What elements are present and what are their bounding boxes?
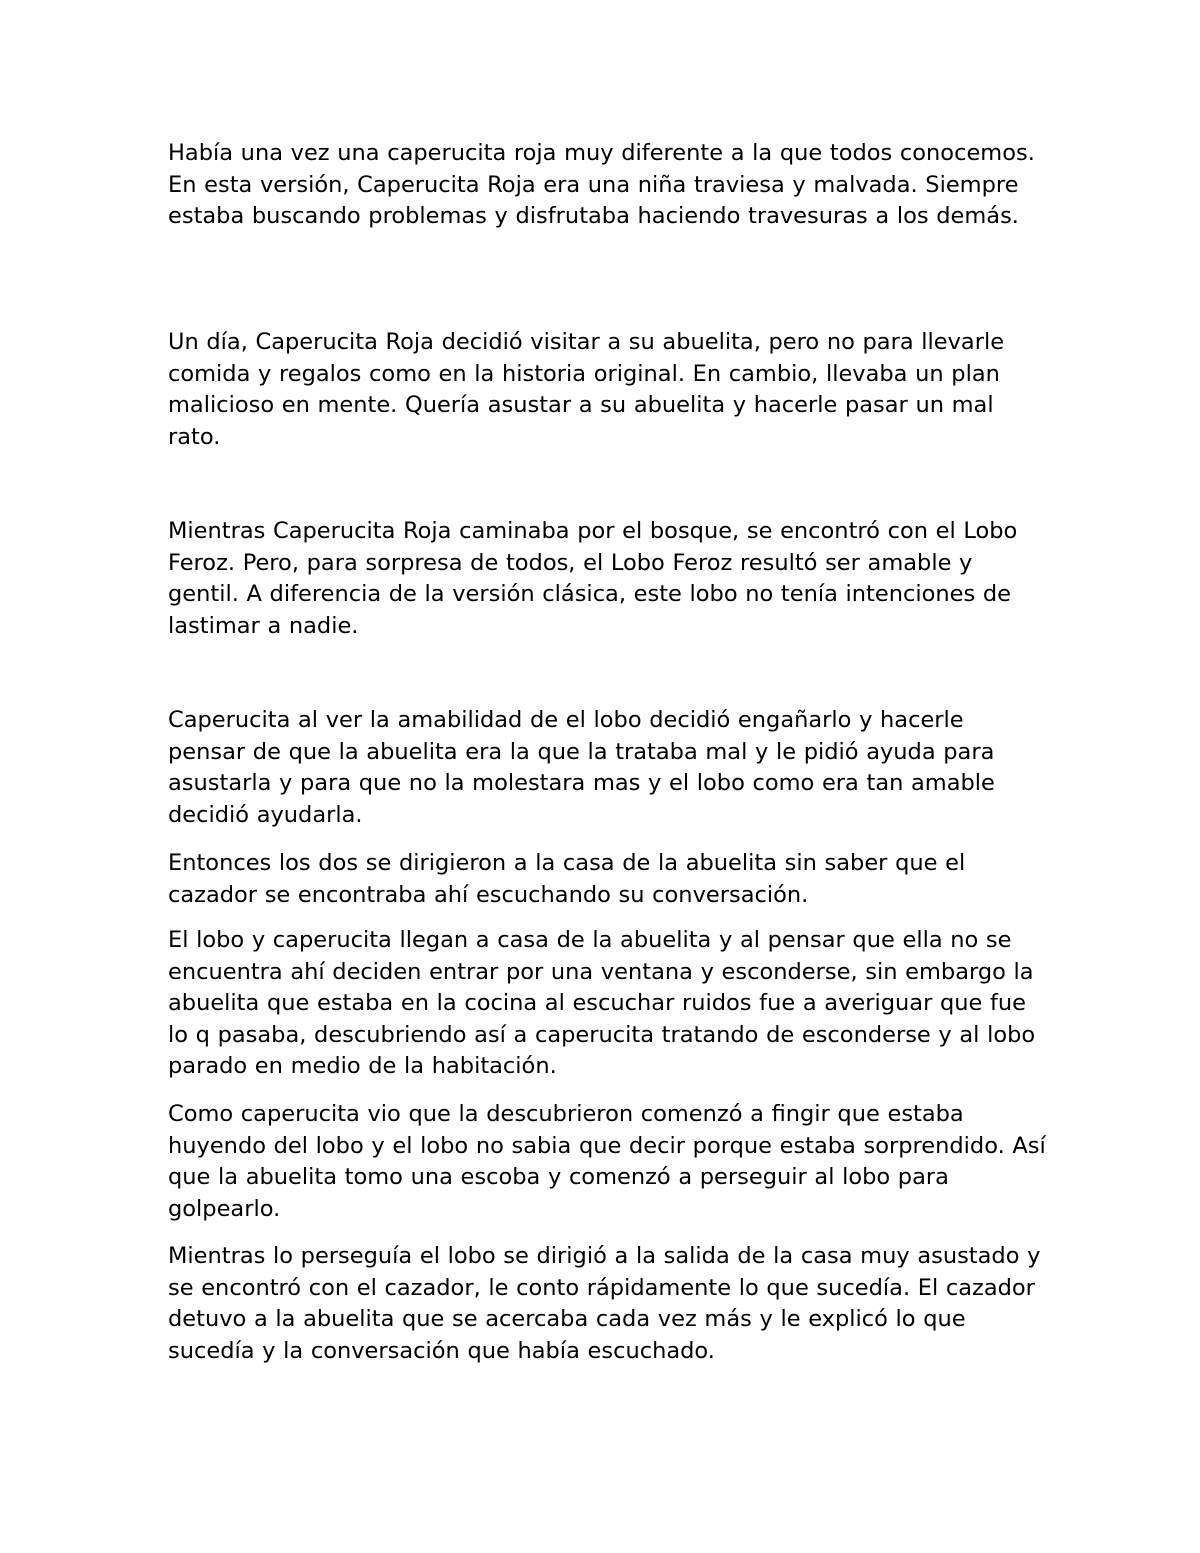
paragraph-5: Entonces los dos se dirigieron a la casa de la abuelita sin saber que el cazador se encontraba ahí escuchando su conversación. xyxy=(168,850,966,908)
paragraph-2: Un día, Caperucita Roja decidió visitar a su abuelita, pero no para llevarle comida y regalos como en la historia original. En cambio, llevaba un plan malicioso en mente. Quería asustar a su abuelita y hacerle pasar un mal rato. xyxy=(168,329,1005,450)
paragraph-8: Mientras lo perseguía el lobo se dirigió a la salida de la casa muy asustado y se encontró con el cazador, le conto rápidamente lo que sucedía. El cazador detuvo a la abuelita que se acercaba cada vez más y le explicó lo que sucedía y la conversación que había escuchado. xyxy=(168,1243,1041,1364)
paragraph-7: Como caperucita vio que la descubrieron comenzó a fingir que estaba huyendo del lobo y el lobo no sabia que decir porque estaba sorprendido. Así que la abuelita tomo una escoba y comenzó a perseguir al lobo para golpearlo. xyxy=(168,1101,1046,1222)
paragraph-1: Había una vez una caperucita roja muy diferente a la que todos conocemos. En esta versión, Caperucita Roja era una niña traviesa y malvada. Siempre estaba buscando problemas y disfrutaba haciendo travesuras a los demás. xyxy=(168,140,1035,229)
paragraph-4: Caperucita al ver la amabilidad de el lobo decidió engañarlo y hacerle pensar de que la abuelita era la que la trataba mal y le pidió ayuda para asustarla y para que no la molestara mas y el lobo como era tan amable decidió ayudarla. xyxy=(168,707,995,828)
paragraph-6: El lobo y caperucita llegan a casa de la abuelita y al pensar que ella no se encuentra ahí deciden entrar por una ventana y esconderse, sin embargo la abuelita que estaba en la cocina al escuchar ruidos fue a averiguar que fue lo q pasaba, descubriendo así a caperucita tratando de esconderse y al lobo parado en medio de la habitación. xyxy=(168,927,1036,1079)
paragraph-3: Mientras Caperucita Roja caminaba por el bosque, se encontró con el Lobo Feroz. Pero, para sorpresa de todos, el Lobo Feroz resultó ser amable y gentil. A diferencia de la versión clásica, este lobo no tenía intenciones de lastimar a nadie. xyxy=(168,518,1018,639)
